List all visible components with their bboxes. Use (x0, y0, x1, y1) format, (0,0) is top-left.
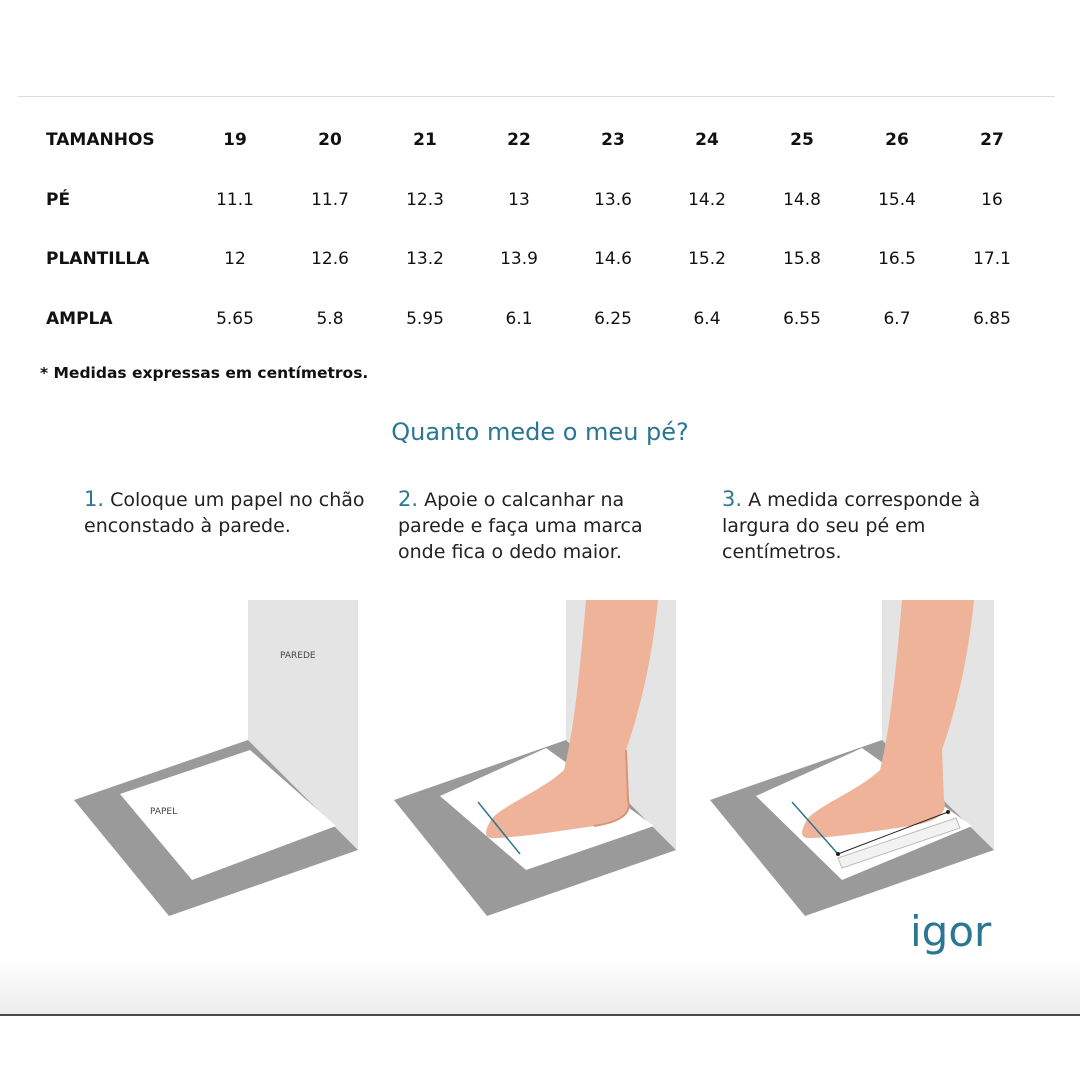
size-header-cell: 19 (223, 130, 247, 150)
measurement-note: * Medidas expressas em centímetros. (40, 364, 369, 382)
step-text: Apoie o calcanhar na parede e faça uma marca onde fica o dedo maior. (398, 489, 643, 563)
step-1 (84, 486, 374, 539)
table-cell: 12.3 (406, 190, 444, 210)
table-cell: 15.4 (878, 190, 916, 210)
table-cell: 5.65 (216, 309, 254, 329)
table-cell: 13 (508, 190, 530, 210)
illustration-paper-on-floor (74, 600, 358, 918)
logo-text: igor (910, 907, 992, 956)
table-cell: 16 (981, 190, 1003, 210)
step-text: Coloque um papel no chão enconstado à parede. (84, 489, 365, 537)
size-header-cell: 21 (413, 130, 437, 150)
illustration-measure-ruler (710, 600, 994, 918)
table-cell: 14.6 (594, 249, 632, 269)
table-cell: 6.4 (693, 309, 721, 329)
size-header-cell: 20 (318, 130, 342, 150)
step-number: 2. (398, 487, 419, 511)
step-text: A medida corresponde à largura do seu pé em centímetros. (722, 489, 981, 563)
table-cell: 6.85 (973, 309, 1011, 329)
top-divider (18, 96, 1055, 97)
table-cell: 12.6 (311, 249, 349, 269)
size-header-cell: 24 (695, 130, 719, 150)
wall-label: PAREDE (280, 651, 316, 661)
size-header-cell: 27 (980, 130, 1004, 150)
paper-label: PAPEL (150, 807, 178, 817)
table-cell: 6.1 (505, 309, 533, 329)
table-cell: 6.7 (883, 309, 911, 329)
table-cell: 12 (224, 249, 246, 269)
table-row (0, 299, 1080, 339)
table-row (0, 239, 1080, 279)
header-label: TAMANHOS (46, 130, 155, 150)
row-label: AMPLA (46, 309, 113, 329)
table-cell: 15.2 (688, 249, 726, 269)
igor-logo (908, 902, 998, 962)
table-cell: 6.55 (783, 309, 821, 329)
table-cell: 17.1 (973, 249, 1011, 269)
table-cell: 16.5 (878, 249, 916, 269)
table-cell: 11.7 (311, 190, 349, 210)
size-header-cell: 23 (601, 130, 625, 150)
table-cell: 5.95 (406, 309, 444, 329)
table-cell: 14.8 (783, 190, 821, 210)
table-cell: 13.9 (500, 249, 538, 269)
step-2 (398, 486, 688, 565)
row-label: PÉ (46, 190, 71, 210)
table-cell: 13.6 (594, 190, 632, 210)
step-number: 3. (722, 487, 743, 511)
table-cell: 11.1 (216, 190, 254, 210)
size-header-cell: 26 (885, 130, 909, 150)
row-label: PLANTILLA (46, 249, 150, 269)
table-cell: 13.2 (406, 249, 444, 269)
table-header-row (0, 120, 1080, 160)
table-row (0, 180, 1080, 220)
illustration-foot-mark (394, 600, 676, 918)
bottom-band (0, 958, 1080, 1015)
size-header-cell: 25 (790, 130, 814, 150)
table-cell: 14.2 (688, 190, 726, 210)
bottom-divider (0, 1014, 1080, 1016)
step-number: 1. (84, 487, 105, 511)
table-cell: 5.8 (316, 309, 344, 329)
guide-title: Quanto mede o meu pé? (391, 418, 689, 446)
table-cell: 6.25 (594, 309, 632, 329)
step-3 (722, 486, 1012, 565)
size-header-cell: 22 (507, 130, 531, 150)
table-cell: 15.8 (783, 249, 821, 269)
